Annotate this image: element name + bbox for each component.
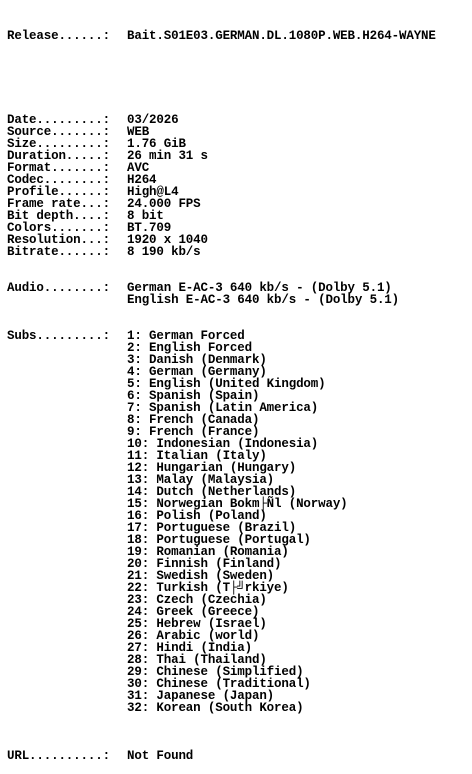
subtitle-track-value: 9: French (France) bbox=[127, 425, 260, 439]
field-resolution-value: 1920 x 1040 bbox=[127, 233, 208, 247]
subtitle-track-label bbox=[7, 654, 127, 666]
audio-track bbox=[7, 294, 436, 306]
subtitle-track-value: 3: Danish (Denmark) bbox=[127, 353, 267, 367]
subtitle-track-label bbox=[7, 678, 127, 690]
subtitle-track-label bbox=[7, 498, 127, 510]
subtitle-track-value: 6: Spanish (Spain) bbox=[127, 389, 260, 403]
subtitle-track-label bbox=[7, 414, 127, 426]
subtitle-track bbox=[7, 642, 436, 654]
subtitle-track-label bbox=[7, 378, 127, 390]
subtitle-track-label bbox=[7, 366, 127, 378]
subtitle-track-label: Subs.........: bbox=[7, 329, 110, 343]
subtitle-track-value: 27: Hindi (India) bbox=[127, 641, 252, 655]
field-format-value: AVC bbox=[127, 161, 150, 175]
subtitle-track-value: 8: French (Canada) bbox=[127, 413, 260, 427]
field-profile-label: Profile......: bbox=[7, 185, 110, 199]
subtitle-track-value: 17: Portuguese (Brazil) bbox=[127, 521, 297, 535]
field-bitrate-value: 8 190 kb/s bbox=[127, 245, 201, 259]
field-bitrate bbox=[7, 246, 436, 258]
subtitle-track-label bbox=[7, 450, 127, 462]
field-bit-depth-label: Bit depth....: bbox=[7, 209, 110, 223]
field-resolution-label: Resolution...: bbox=[7, 233, 110, 247]
subtitle-track-label bbox=[7, 462, 127, 474]
subtitle-track-value: 26: Arabic (world) bbox=[127, 629, 260, 643]
subtitle-track-label bbox=[7, 426, 127, 438]
subtitle-track-label bbox=[7, 618, 127, 630]
field-frame-rate-label: Frame rate...: bbox=[7, 197, 110, 211]
field-source-label: Source.......: bbox=[7, 125, 110, 139]
subtitle-track bbox=[7, 618, 436, 630]
subtitle-track-value: 23: Czech (Czechia) bbox=[127, 593, 267, 607]
subtitle-track-value: 30: Chinese (Traditional) bbox=[127, 677, 311, 691]
field-duration-value: 26 min 31 s bbox=[127, 149, 208, 163]
subtitle-track-value: 11: Italian (Italy) bbox=[127, 449, 267, 463]
subtitle-track bbox=[7, 666, 436, 678]
subtitle-track-value: 2: English Forced bbox=[127, 341, 252, 355]
field-codec-label: Codec........: bbox=[7, 173, 110, 187]
metadata-fields bbox=[7, 114, 436, 258]
subtitle-track-label bbox=[7, 402, 127, 414]
subtitle-track bbox=[7, 630, 436, 642]
subtitle-track bbox=[7, 606, 436, 618]
subtitle-track-label bbox=[7, 606, 127, 618]
subtitle-track-label bbox=[7, 666, 127, 678]
release-value: Bait.S01E03.GERMAN.DL.1080P.WEB.H264-WAYNE bbox=[127, 29, 436, 43]
subtitle-track-value: 24: Greek (Greece) bbox=[127, 605, 260, 619]
subtitle-track-label bbox=[7, 630, 127, 642]
subtitle-track-label bbox=[7, 582, 127, 594]
spacer-line bbox=[7, 66, 436, 78]
field-duration-label: Duration.....: bbox=[7, 149, 110, 163]
subtitle-track-value: 21: Swedish (Sweden) bbox=[127, 569, 275, 583]
subtitle-track-label bbox=[7, 702, 127, 714]
url-value: Not Found bbox=[127, 749, 194, 763]
subtitle-track-value: 12: Hungarian (Hungary) bbox=[127, 461, 297, 475]
subtitle-track-label bbox=[7, 642, 127, 654]
subtitle-track-label bbox=[7, 534, 127, 546]
field-date-value: 03/2026 bbox=[127, 113, 179, 127]
url-label: URL..........: bbox=[7, 749, 110, 763]
audio-track-label bbox=[7, 294, 127, 306]
field-source-value: WEB bbox=[127, 125, 150, 139]
subtitle-track-label bbox=[7, 390, 127, 402]
subtitle-track-label bbox=[7, 510, 127, 522]
subtitle-track-value: 20: Finnish (Finland) bbox=[127, 557, 282, 571]
field-colors-value: BT.709 bbox=[127, 221, 172, 235]
subtitle-track-label bbox=[7, 486, 127, 498]
field-colors-label: Colors.......: bbox=[7, 221, 110, 235]
field-frame-rate-value: 24.000 FPS bbox=[127, 197, 201, 211]
audio-track-value: German E-AC-3 640 kb/s - (Dolby 5.1) bbox=[127, 281, 392, 295]
field-size-label: Size.........: bbox=[7, 137, 110, 151]
subtitle-track-label bbox=[7, 546, 127, 558]
subtitle-track-value: 25: Hebrew (Israel) bbox=[127, 617, 267, 631]
subtitle-track-label bbox=[7, 594, 127, 606]
subtitle-track-value: 18: Portuguese (Portugal) bbox=[127, 533, 311, 547]
subtitle-track-value: 31: Japanese (Japan) bbox=[127, 689, 275, 703]
subtitle-track-label bbox=[7, 522, 127, 534]
url-row bbox=[7, 750, 436, 762]
field-size-value: 1.76 GiB bbox=[127, 137, 186, 151]
field-bitrate-label: Bitrate......: bbox=[7, 245, 110, 259]
nfo-text-block bbox=[7, 6, 436, 774]
audio-track-value: English E-AC-3 640 kb/s - (Dolby 5.1) bbox=[127, 293, 399, 307]
subtitle-track bbox=[7, 678, 436, 690]
subtitle-track-label bbox=[7, 558, 127, 570]
subtitle-track-value: 4: German (Germany) bbox=[127, 365, 267, 379]
subtitle-track-value: 32: Korean (South Korea) bbox=[127, 701, 304, 715]
subtitle-track-label bbox=[7, 474, 127, 486]
subtitle-track-value: 22: Turkish (T├╝rkiye) bbox=[127, 581, 289, 595]
subtitle-track-value: 13: Malay (Malaysia) bbox=[127, 473, 275, 487]
subtitle-track-value: 29: Chinese (Simplified) bbox=[127, 665, 304, 679]
subtitle-track-value: 15: Norwegian Bokm├Ñl (Norway) bbox=[127, 497, 348, 511]
subtitle-track-value: 19: Romanian (Romania) bbox=[127, 545, 289, 559]
subtitle-track-value: 5: English (United Kingdom) bbox=[127, 377, 326, 391]
subtitle-track-value: 16: Polish (Poland) bbox=[127, 509, 267, 523]
subtitle-track bbox=[7, 654, 436, 666]
release-label: Release......: bbox=[7, 29, 110, 43]
field-codec-value: H264 bbox=[127, 173, 157, 187]
subtitle-track-value: 28: Thai (Thailand) bbox=[127, 653, 267, 667]
subtitle-track-label bbox=[7, 438, 127, 450]
field-date-label: Date.........: bbox=[7, 113, 110, 127]
subtitle-track-label bbox=[7, 570, 127, 582]
subtitle-track-label bbox=[7, 342, 127, 354]
subtitle-track-label bbox=[7, 354, 127, 366]
subtitles-section bbox=[7, 330, 436, 714]
field-bit-depth-value: 8 bit bbox=[127, 209, 164, 223]
subtitle-track-value: 1: German Forced bbox=[127, 329, 245, 343]
field-format-label: Format.......: bbox=[7, 161, 110, 175]
field-profile-value: High@L4 bbox=[127, 185, 179, 199]
subtitle-track-value: 10: Indonesian (Indonesia) bbox=[127, 437, 319, 451]
subtitle-track-value: 7: Spanish (Latin America) bbox=[127, 401, 319, 415]
subtitle-track bbox=[7, 690, 436, 702]
audio-track-label: Audio........: bbox=[7, 281, 110, 295]
subtitle-track-label bbox=[7, 690, 127, 702]
subtitle-track bbox=[7, 702, 436, 714]
audio-section bbox=[7, 282, 436, 306]
subtitle-track-value: 14: Dutch (Netherlands) bbox=[127, 485, 297, 499]
release-row bbox=[7, 30, 436, 42]
